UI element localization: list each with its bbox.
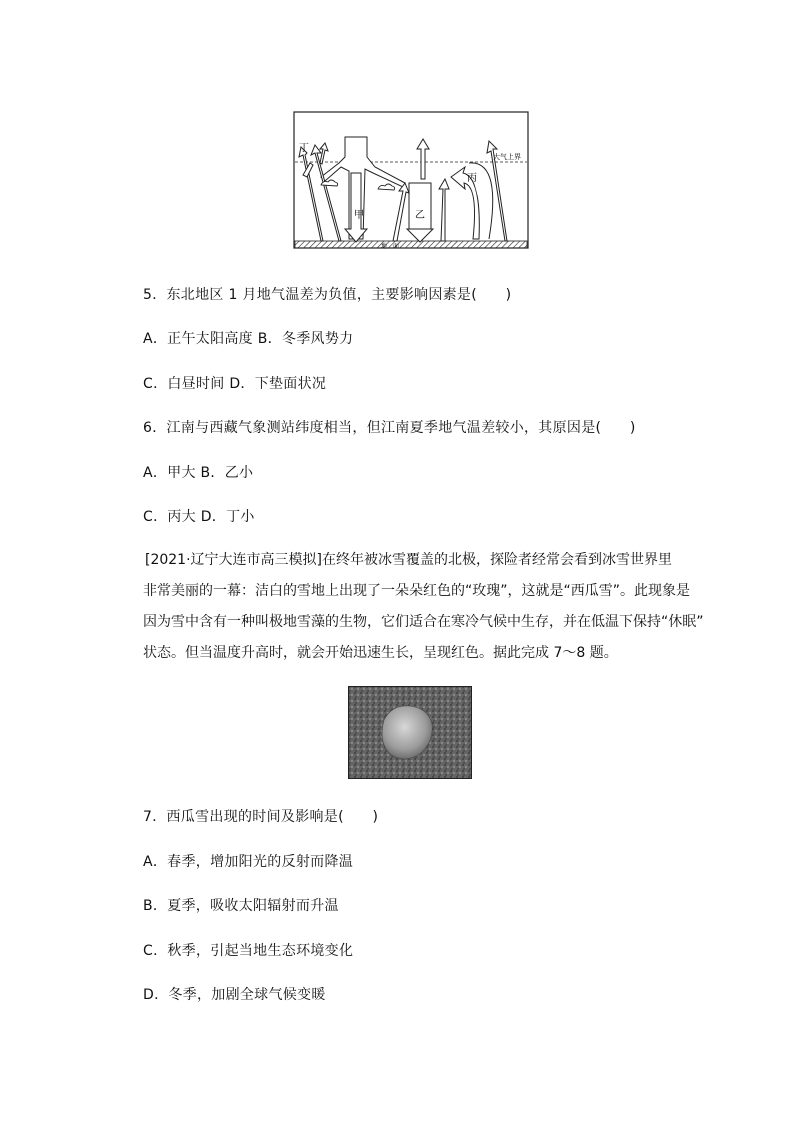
- passage-line-3: 因为雪中含有一种叫极地雪藻的生物，它们适合在寒冷气候中生存，并在低温下保持“休眠”: [143, 614, 704, 630]
- question-5-options-ab: A．正午太阳高度 B．冬季风势力: [143, 331, 354, 347]
- passage-line-2: 非常美丽的一幕：洁白的雪地上出现了一朵朵红色的“玫瑰”，这就是“西瓜雪”。此现象是: [143, 583, 691, 599]
- passage-line-1: [2021·辽宁大连市高三模拟]在终年被冰雪覆盖的北极，探险者经常会看到冰雪世界里: [145, 552, 673, 568]
- question-7-stem: 7．西瓜雪出现的时间及影响是( ): [143, 809, 379, 825]
- passage-line-4: 状态。但当温度升高时，就会开始迅速生长，呈现红色。据此完成 7～8 题。: [143, 645, 618, 661]
- passage: [143, 545, 704, 669]
- reflected-arrow: [311, 145, 341, 241]
- label-yi: 乙: [415, 210, 425, 221]
- question-7-option-a: A．春季，增加阳光的反射而降温: [143, 854, 354, 870]
- ground-surface: [295, 241, 527, 248]
- question-7-option-c: C．秋季，引起当地生态环境变化: [143, 943, 354, 959]
- question-5-options-cd: C．白昼时间 D．下垫面状况: [143, 376, 327, 392]
- atmosphere-heat-diagram: [293, 111, 529, 251]
- label-ding: 丁: [299, 143, 309, 154]
- question-6-stem: 6．江南与西藏气象测站纬度相当，但江南夏季地气温差较小，其原因是( ): [143, 420, 636, 436]
- label-jia: 甲: [354, 210, 364, 221]
- question-6-options-cd: C．丙大 D．丁小: [143, 509, 255, 525]
- question-7-option-d: D．冬季，加剧全球气候变暖: [143, 987, 326, 1003]
- watermelon-snow-photo: [348, 686, 472, 779]
- question-7-option-b: B．夏季，吸收太阳辐射而升温: [143, 898, 339, 914]
- label-ground: 地 面: [381, 243, 400, 250]
- label-bing: 丙: [467, 173, 477, 184]
- label-atmosphere-top: 大气上界: [493, 153, 521, 161]
- upward-arrow-center: [417, 139, 429, 179]
- question-5-stem: 5．东北地区 1 月地气温差为负值，主要影响因素是( ): [143, 287, 512, 303]
- question-6-options-ab: A．甲大 B．乙小: [143, 465, 254, 481]
